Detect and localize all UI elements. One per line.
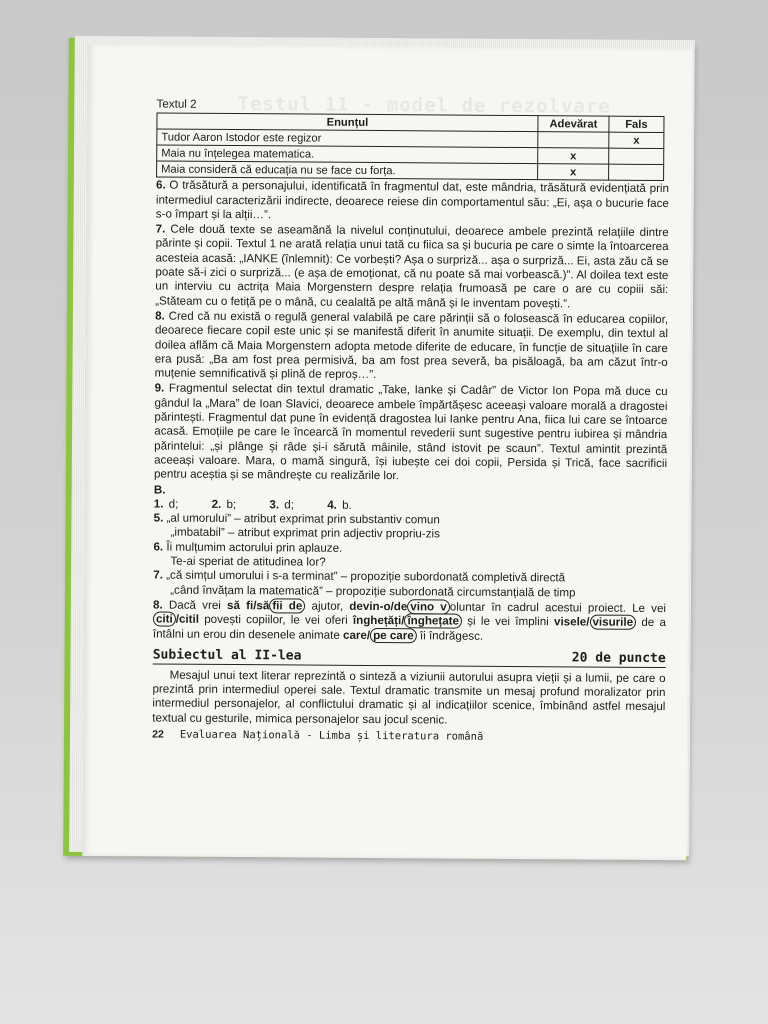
answer-6 xyxy=(156,179,669,225)
textul-2-label: Textul 2 xyxy=(156,97,197,111)
header-enunt: Enunțul xyxy=(157,113,538,132)
answer-b5-line2: „imbatabil” – atribut exprimat prin adjectiv propriu-zis xyxy=(170,526,440,541)
book-page xyxy=(82,44,692,860)
cell-enunt: Maia consideră că educația nu se face cu forța. xyxy=(157,161,538,180)
answer-number: 4. xyxy=(327,498,337,512)
answer-line: Îi mulțumim actorului prin aplauze. xyxy=(166,540,343,555)
answer-number: 7. xyxy=(155,222,166,236)
answer-b2 xyxy=(212,498,252,513)
option-bold: /citil xyxy=(175,612,199,626)
answer-number: 7. xyxy=(153,568,164,582)
answer-7 xyxy=(155,223,669,312)
cell-enunt: Maia nu înțelegea matematica. xyxy=(157,145,538,164)
header-fals: Fals xyxy=(609,116,664,132)
cell-fals xyxy=(609,148,664,164)
answer-text: Cred că nu există o regulă general valabilă pe care părinții să o folosească în educarea copiilor, deoarece fiecare copil este unic și se manifestă diferit în anumite situații. De exemplu, din textul al doilea aflăm că Maia Morgenstern adopta metode diferite de educare, în funcție de situațiile în care era pusă: „Ba am fost prea permisivă, ba am fost prea severă, ba pisăloagă, ba am căzut într-o muțenie semnificativă și plină de reproș…”. xyxy=(154,309,669,382)
answer-number: 8. xyxy=(155,309,165,323)
answer-number: 6. xyxy=(153,540,164,554)
option-bold: care/ xyxy=(342,628,371,642)
answer-b1 xyxy=(154,497,194,512)
cell-adevarat: x xyxy=(538,164,609,180)
subiect-2-text: Mesajul unui text literar reprezintă o sinteză a viziunii autorului asupra vieții și a lumii, pe care o prezintă prin intermediul operei sale. Textul dramatic transmite un mesaj profund moralizator prin intermediul personajelor, al conflictului dramatic și al indicațiilor scenice, îmbinând astfel mesajul textual cu gesturile, mimica personajelor sau jocul scenic. xyxy=(152,668,666,727)
cell-enunt: Tudor Aaron Istodor este regizor xyxy=(157,129,538,148)
option-bold: să fi/să xyxy=(227,598,270,613)
page-content xyxy=(152,97,669,745)
answer-number: 1. xyxy=(153,497,164,511)
answer-text: povești copiilor, le vei oferi xyxy=(204,613,348,628)
answer-text: oluntar în cadrul acestui proiect. Le vei xyxy=(449,600,667,615)
page-number: 22 xyxy=(152,728,164,741)
table-row xyxy=(157,161,664,181)
circled-answer: citi xyxy=(153,612,176,627)
answer-number: 3. xyxy=(269,498,280,512)
answer-text: Fragmentul selectat din textul dramatic „Take, Ianke și Cadâr” de Victor Ion Popa mă duce cu gândul la „Mara” de Ioan Slavici, deoarece ambele împărtășesc aceeași valoare morală a dragostei părintești. Fragmentul dat pune în evidență dragostea lui Ianke pentru Ana, fiica lui care se întoarce acasă. Emoțiile pe care le încearcă în momentul revederii sunt sugestive pentru iubirea și mândria părintelui: „și plânge și râde și-i sărută mâinile, stând istovit pe scaun”. Textul amintit prezintă aceeași valoare. Mara, o mamă singură, își iubește cei doi copii, Persida și Trică, face sacrificii pentru aceștia și se mândrește cu realizările lor. xyxy=(153,382,668,483)
subiect-title: Subiectul al II-lea xyxy=(152,647,302,664)
footer-title: Evaluarea Națională - Limba și literatura română xyxy=(179,728,484,743)
answer-value: d; xyxy=(168,497,179,511)
answer-value: b. xyxy=(342,498,352,512)
circled-answer: pe care xyxy=(370,627,417,642)
bleed-through-title: Testul 11 - model de rezolvare xyxy=(237,93,611,118)
subiect-points: 20 de puncte xyxy=(571,650,666,666)
answer-text: îi îndrăgesc. xyxy=(419,628,484,643)
option-bold: înghețăți/ xyxy=(352,614,405,628)
answer-value: d; xyxy=(284,498,295,512)
answer-number: 9. xyxy=(154,381,165,395)
answer-number: 6. xyxy=(155,178,166,192)
cell-fals xyxy=(609,164,664,180)
answer-b8 xyxy=(153,598,666,644)
answer-text: O trăsătură a personajului, identificată în fragmentul dat, este mândria, trăsătură evidențiată prin intermediul caracterizării indirecte, deoarece reiese din comportamentul său: „Ei, așa o bucurie face s-o împart și la alții…”. xyxy=(155,178,670,222)
circled-answer: visurile xyxy=(589,615,636,630)
answer-b6-line2: Te-ai speriat de atitudinea lor? xyxy=(170,554,326,569)
circled-answer: înghețate xyxy=(404,613,462,628)
answer-text: ajutor, xyxy=(311,599,344,613)
answer-number: 5. xyxy=(153,511,164,525)
answer-number: 8. xyxy=(153,598,163,612)
cell-adevarat: x xyxy=(538,148,609,164)
cell-fals: x xyxy=(609,132,664,148)
cell-adevarat xyxy=(538,132,609,148)
answer-text: Cele două texte se aseamănă la nivelul conținutului, deoarece ambele prezintă relațiile dintre părinte și copii. Textul 1 ne arată relația unui tată cu fiica sa și bucuria pe care o simte la întoarcerea acesteia acasă: „IANKE (înlemnit): Ce vorbești? Așa o surpriză... așa o surpriză... Ei, asta zău că se poate să-i zici o surpriză... (e așa de emoționat, că nu poate să mai vorbească.)”. Al doilea text este un interviu cu actrița Maia Morgenstern despre relația frumoasă pe care o are cu copiii săi: „Stăteam cu o fetiță pe o mână, cu cealaltă pe altă mână și le inventam povești.”. xyxy=(155,222,669,311)
answer-8 xyxy=(155,309,668,384)
header-adevarat: Adevărat xyxy=(538,116,609,132)
option-bold: visele/ xyxy=(553,615,590,629)
answer-value: b; xyxy=(226,497,237,511)
true-false-table xyxy=(156,113,664,182)
section-b-heading: B. xyxy=(153,483,166,497)
answer-b4 xyxy=(327,499,367,514)
answer-line: „al umorului” – atribut exprimat prin substantiv comun xyxy=(166,511,440,527)
answer-9 xyxy=(154,382,668,486)
answer-b7-line2: „când învățam la matematică” – propoziție subordonată circumstanțială de timp xyxy=(170,583,576,600)
circled-answer: fii de xyxy=(269,598,305,613)
answer-text: de a întâlni un erou din desenele animate xyxy=(152,616,667,642)
option-bold: devin-o/de xyxy=(349,599,408,614)
answer-number: 2. xyxy=(211,497,222,511)
answer-text: și le vei împlini xyxy=(467,614,549,629)
page-footer xyxy=(152,727,665,745)
answer-text: Dacă vrei xyxy=(168,598,221,612)
circled-answer: vino v xyxy=(407,599,450,614)
answer-line: „că simțul umorului i s-a terminat” – propoziție subordonată completivă directă xyxy=(166,568,566,585)
subiect-heading xyxy=(153,647,666,668)
answer-b3 xyxy=(269,498,309,513)
